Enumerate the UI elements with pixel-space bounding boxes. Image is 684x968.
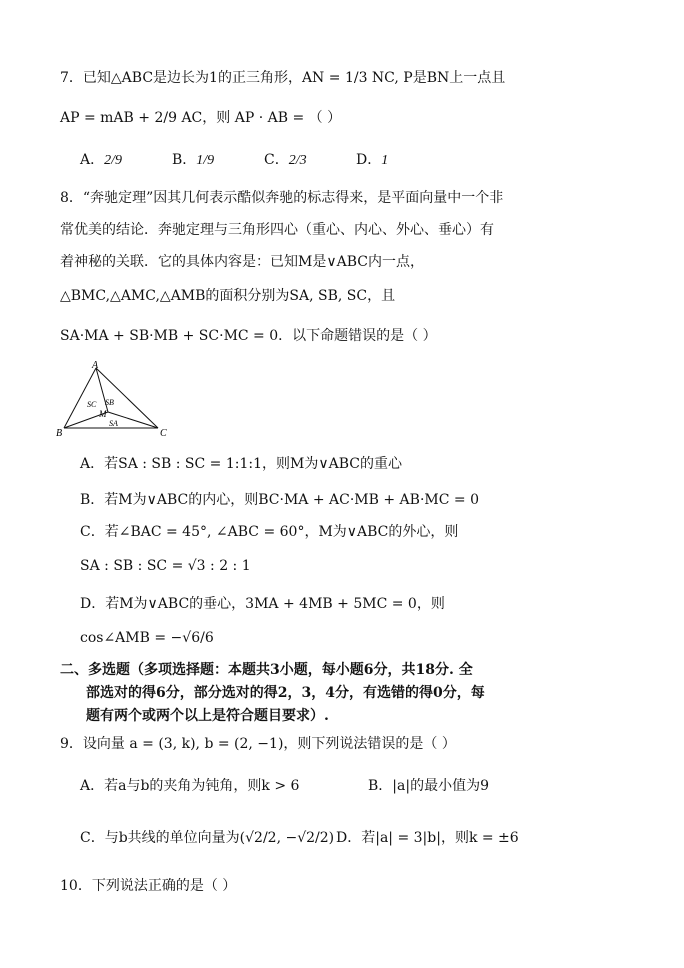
q10-line1: 10．下列说法正确的是（ ） — [60, 878, 237, 894]
q9-option-c: C．与b共线的单位向量为(√2/2, −√2/2) — [80, 830, 335, 846]
q8-option-c-line1: C．若∠BAC = 45°, ∠ABC = 60°，M为∨ABC的外心，则 — [80, 524, 459, 540]
label-a: A — [92, 360, 99, 371]
q8-option-a: A．若SA : SB : SC = 1:1:1，则M为∨ABC的重心 — [80, 456, 402, 472]
section2-line1: 二、多选题（多项选择题：本题共3小题，每小题6分，共18分. 全 — [60, 662, 473, 678]
q9-option-d: D．若|a| = 3|b|，则k = ±6 — [336, 830, 519, 846]
q8-line3: 着神秘的关联．它的具体内容是：已知M是∨ABC内一点， — [60, 254, 424, 270]
q7-option-b: B．1/9 — [172, 152, 215, 168]
q7-line2: AP = mAB + 2/9 AC，则 AP · AB = （ ） — [60, 110, 342, 126]
label-c: C — [160, 428, 167, 439]
q8-line1: 8．“奔驰定理”因其几何表示酷似奔驰的标志得来，是平面向量中一个非 — [60, 190, 504, 206]
label-sc: SC — [87, 400, 97, 409]
q8-option-b: B．若M为∨ABC的内心，则BC·MA + AC·MB + AB·MC = 0 — [80, 492, 479, 508]
q7-option-a: A．2/9 — [80, 152, 123, 168]
q9-line1: 9．设向量 a = (3, k), b = (2, −1)，则下列说法错误的是（ ） — [60, 736, 456, 752]
q8-line5: SA·MA + SB·MB + SC·MC = 0．以下命题错误的是（ ） — [60, 328, 437, 344]
label-sb: SB — [105, 398, 114, 407]
label-m: M — [99, 409, 107, 419]
q8-option-d-line1: D．若M为∨ABC的垂心，3MA + 4MB + 5MC = 0，则 — [80, 596, 445, 612]
label-b: B — [56, 428, 63, 439]
q9-option-a: A．若a与b的夹角为钝角，则k > 6 — [80, 778, 300, 794]
label-sa: SA — [109, 419, 118, 428]
q7-option-d: D．1 — [356, 152, 389, 168]
section2-line3: 题有两个或两个以上是符合题目要求）. — [86, 708, 329, 724]
q8-line2: 常优美的结论．奔驰定理与三角形四心（重心、内心、外心、垂心）有 — [60, 222, 494, 238]
q8-option-d-line2: cos∠AMB = −√6/6 — [80, 630, 214, 646]
section2-line2: 部选对的得6分，部分选对的得2，3，4分，有选错的得0分，每 — [86, 685, 485, 701]
q8-line4: △BMC,△AMC,△AMB的面积分别为SA, SB, SC，且 — [60, 288, 396, 304]
q7-option-c: C．2/3 — [264, 152, 307, 168]
q9-option-b: B．|a|的最小值为9 — [368, 778, 489, 794]
triangle-figure — [54, 360, 178, 442]
q7-line1: 7．已知△ABC是边长为1的正三角形，AN = 1/3 NC, P是BN上一点且 — [60, 70, 506, 86]
q8-option-c-line2: SA : SB : SC = √3 : 2 : 1 — [80, 558, 251, 574]
